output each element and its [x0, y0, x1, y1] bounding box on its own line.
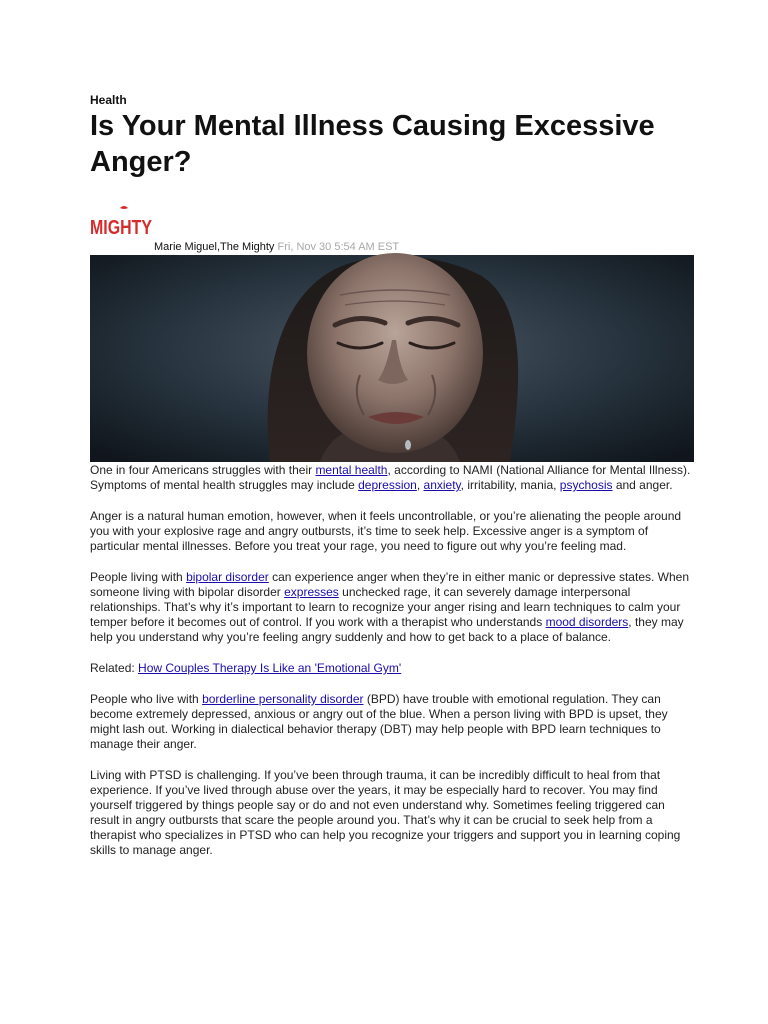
byline — [154, 241, 399, 253]
text: can experience anger when they’re in either manic or depressive states. When someone living with bipolar disorder — [90, 570, 690, 599]
text: , — [416, 478, 424, 492]
text: unchecked rage, it can severely damage interpersonal relationships. That’s why it’s important to learn to recognize your anger rising and learn techniques to calm your temper before it becomes out of control. If you work with a therapist who understands — [90, 585, 681, 629]
paragraph-2: Anger is a natural human emotion, however, when it feels uncontrollable, or you’re alienating the people around you with your explosive rage and angry outbursts, it’s time to seek help. Excessive anger is a symptom of particular mental illnesses. Before you treat your rage, you need to figure out why you’re feeling mad. — [90, 509, 682, 553]
related-label: Related: — [90, 661, 139, 675]
link-related-article[interactable]: How Couples Therapy Is Like an 'Emotional Gym' — [138, 661, 402, 675]
text: One in four Americans struggles with their — [90, 463, 316, 477]
hero-image — [90, 255, 694, 462]
link-anxiety[interactable]: anxiety — [423, 478, 461, 492]
link-borderline-personality-disorder[interactable]: borderline personality disorder — [202, 692, 364, 706]
article-body — [90, 463, 694, 874]
category-label[interactable]: Health — [90, 93, 127, 107]
text: (BPD) have trouble with emotional regulation. They can become extremely depressed, anxious or angry out of the blue. When a person living with BPD is upset, they might lash out. Working in dialectical behavior therapy (DBT) may help people with BPD learn techniques to manage their anger. — [90, 692, 668, 751]
paragraph-6: Living with PTSD is challenging. If you’ve been through trauma, it can be incredibly difficult to heal from that experience. If you’ve lived through abuse over the years, it may be especially hard to recover. You may find yourself triggered by things people say or do and not even understand why. Sometimes feeling triggered can result in angry outbursts that scare the people around you. That’s why it can be crucial to seek help from a therapist who specializes in PTSD who can help you recognize your triggers and support you in learning coping skills to manage anger. — [90, 768, 681, 857]
link-depression[interactable]: depression — [358, 478, 417, 492]
text: , according to NAMI (National Alliance for Mental Illness). Symptoms of mental health struggles may include — [90, 463, 691, 492]
link-expresses[interactable]: expresses — [284, 585, 339, 599]
the-mighty-logo[interactable] — [90, 204, 154, 238]
logo-text: MIGHTY — [90, 217, 153, 239]
paragraph-related — [90, 661, 694, 676]
text: , irritability, mania, — [460, 478, 560, 492]
text: People who live with — [90, 692, 203, 706]
link-psychosis[interactable]: psychosis — [559, 478, 613, 492]
publish-date: Fri, Nov 30 5:54 AM EST — [277, 241, 400, 253]
paragraph-1 — [90, 463, 694, 493]
text: , they may help you understand why you’re feeling angry suddenly and how to get back to a place of balance. — [90, 615, 684, 644]
text: People living with — [90, 570, 187, 584]
author-name: Marie Miguel,The Mighty — [154, 241, 275, 253]
article-title: Is Your Mental Illness Causing Excessive Anger? — [90, 110, 655, 178]
paragraph-5 — [90, 692, 694, 752]
link-mental-health[interactable]: mental health — [315, 463, 388, 477]
link-bipolar-disorder[interactable]: bipolar disorder — [186, 570, 269, 584]
link-mood-disorders[interactable]: mood disorders — [545, 615, 629, 629]
text: and anger. — [612, 478, 673, 492]
paragraph-3 — [90, 570, 694, 645]
